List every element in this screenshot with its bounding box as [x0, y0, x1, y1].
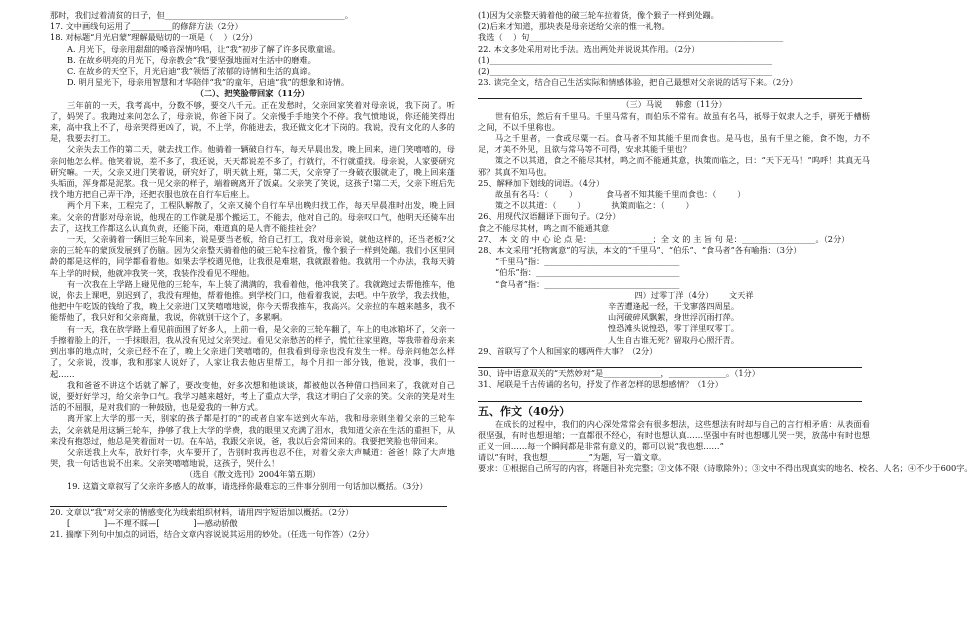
right-line: 23. 读完全文，结合自己生活实际和情感体验，把自己最想对父亲说的话写下来。（2分） [478, 77, 798, 88]
left-line: D. 明月星光下，母亲用智慧和才华陪伴“我”的童年，启迪“我”的想象和诗情。 [67, 77, 350, 88]
right-line: 我选（ ）句______________________________________________________________ [478, 32, 784, 43]
left-line: 17. 文中画线句运用了__________的修辞方法（2分） [50, 21, 243, 32]
left-line: 父亲失去工作的第二天，就去找工作。他骑着一辆破自行车，每天早晨出发，晚上回来，进门笑嘻嘻的，母亲问他怎么样。他笑着说，差不多了，我还说，天天都说差不多了，行就行，不行就重找。母亲说，人家要研究研究嘛。一天，父亲又进门笑着说，研究好了，明天就上班，第二天，父亲穿了一身破衣服就走了，晚上回来蓬头垢面，浑身都是泥浆。我一见父亲的样子，端着碗离开了饭桌。父亲笑了笑说，这孩子!第二天，父亲下班后先找个地方把自己弄干净，还把衣服也放在自行车后座上。 [50, 144, 455, 200]
right-line: 策之不以其道，食之不能尽其材，鸣之而不能通其意，执策而临之，曰：“天下无马！”呜呼！其真无马邪？其真不知马也。 [478, 155, 870, 177]
right-line [478, 357, 862, 368]
left-line: 父亲送我上火车，放好行李，火车要开了，告别时我再也忍不住，对着父亲大声喊道：爸爸！除了大声地哭，我一句话也说不出来。父亲笑嘻嘻地说，这孩子，哭什么！ [50, 446, 455, 469]
right-line: 策之不以其道：（ ） 执策而临之：（ ） [495, 200, 694, 211]
right-line: 在成长的过程中，我们的内心深处常常会有很多想法，这些想法有时却与自己的言行相矛盾：从表面看很坚强，有时也想退缩；一直都很不经心，有时也想认真……坚强中有时也想哪儿哭一哭，放荡中有时也想正义一回……每一个瞬间都是非常有意义的，都可以说“我也想……” [478, 418, 870, 451]
left-line: 有一天，我在放学路上看见前面围了好多人，上前一看，是父亲的三轮车翻了，车上的电冰箱坏了，父亲一手擦着脸上的汗，一手抹眼泪，我从没有见过父亲哭过。看见父亲愁苦的样子，慌忙往家里跑，等我带着母亲来到出事的地点时，父亲已经不在了，晚上父亲进门笑嘻嘻的，但我看到母亲也没有发生一样。母亲问他怎么样了，父亲说，没事，我和那家人说好了，人家让我去他店里帮工，每个月扣一部分钱，他说，没事，我们一起…… [50, 323, 455, 379]
left-line: 一天，父亲骑着一辆旧三轮车回来，说是要当老板，给自己打工，我对母亲说，就他这样的，还当老板?父亲的三轮车的蒙顶发展到了伤脑。因为父亲整天骑着他的破三轮车拉着货，像个猴子一样到处蹦。我们小区里同龄的都是这样的，同学都看着他。如果去学校遇见他，让我很是难堪，我就跟着他。我就用一个办法，我每天骑车上学的时候，他就冲我笑一笑，我装作没看见不理他。 [50, 234, 455, 278]
left-line [50, 496, 447, 507]
left-line: A. 月光下，母亲用甜甜的嗓音深情吟唱，让“我”初步了解了许多民歌童谣。 [67, 43, 341, 54]
left-column [50, 10, 455, 540]
right-line: 28、本文采用“托物寓意”的写法，本文的“千里马”、“伯乐”、“食马者”各有喻指：（3分） [478, 245, 802, 256]
right-column [478, 10, 973, 475]
right-line: 31、尾联是千古传诵的名句，抒发了作者怎样的思想感情？（1分） [478, 379, 723, 390]
right-line: 25、解释加下划线的词语。（4分） [478, 177, 605, 188]
right-line: 27、 本 文 的 中 心 论 点 是：_______________；全 文 的 主 旨 句 是：__________________。（2分） [478, 233, 850, 244]
left-line: [ ]—不理不睬—[ ]—感动骄傲 [67, 517, 238, 528]
right-line: (1)因为父亲整天骑着他的破三轮车拉着货，像个猴子一样到处蹦。 [478, 10, 719, 20]
right-line: (1)_____________________________________________________________________ [478, 54, 773, 65]
right-line [478, 391, 862, 402]
right-line: 请以“有时，我也想__________”为题，写一篇文章。 [478, 452, 667, 463]
left-line: C. 在故乡的天空下，月光启迪“我”领悟了浓郁的诗情和生活的真谛。 [67, 66, 316, 77]
right-line: 马之千里者，一食或尽粟一石。食马者不知其能千里而食也。是马也，虽有千里之能，食不饱，力不足，才美不外见，且欲与常马等不可得，安求其能千里也？ [478, 133, 870, 155]
right-line [478, 88, 862, 99]
right-line: （三）马说 韩愈（11分） [621, 99, 727, 110]
left-line: 两个月下来，工程完了，工程队解散了，父亲又骑个自行车早出晚归找工作，每天早晨准时出发，晚上回来。父亲的背影对母亲说，他现在的工作就是那个搬运工，不能去，他对自己的。母亲叹口气，他明天还骑车出去了，这找工作都这么认真负责，还能下岗，难道真的是人背不能挂社会？ [50, 200, 455, 233]
right-line: 26、用现代汉语翻译下面句子。（2分） [478, 211, 621, 222]
right-line: 30、诗中语意双关的“天然妙对”是______________，______________。（1分） [478, 368, 760, 379]
left-line: 我和爸爸不讲这个话就了解了，要改变他，好多次想和他谈谈，都被他以各种借口挡回来了，我就对自己说，要好好学习，给父亲争口气。我学习越来越好，考上了重点大学，我这才明白了父亲的笑。父亲的笑是对生活的不屈服，是对我们的一种鼓励，也是爱我的一种方式。 [50, 379, 455, 413]
right-line: “千里马”指：_________________________________ [495, 256, 680, 267]
right-line: 世有伯乐，然后有千里马。千里马常有，而伯乐不常有。故虽有名马，祇辱于奴隶人之手，骈死于槽枥之间，不以千里称也。 [478, 110, 870, 132]
right-line: 要求：①根据自己所写的内容，将题目补充完整；②文体不限（诗歌除外）；③文中不得出现真实的地名、校名、人名；④不少于600字。 [478, 463, 973, 474]
left-line: 有一次我在上学路上碰见他的三轮车，车上装了满满的，我看着他，他冲我笑了。我就跑过去帮他推车，他说，你去上课吧，别迟到了，我没有理他，帮着他推。到学校门口，他看着我说，去吧。中午放学，我去找他，他把中午吃饭的钱给了我，晚上父亲进门又笑嘻嘻地说，你今天帮我推车，我高兴。父亲拉的车越来越多，我不能帮他了，我只好和父亲商量，我说，你就别干这个了，多累啊。 [50, 278, 455, 323]
left-line: 20. 文章以“我”对父亲的情感变化为线索组织材料，请用四字短语加以概括。（2分） [50, 506, 354, 517]
left-line: 21. 揣摩下列句中加点的词语，结合文章内容说说其运用的妙处。（任选一句作答）（2分） [50, 529, 374, 540]
right-line: 故虽有名马：（ ） 食马者不知其能千里而食也：（ ） [495, 189, 746, 200]
left-line: 19. 这篇文章叙写了父亲许多感人的故事，请选择你最难忘的三件事分别用一句话加以概括。（3分） [67, 480, 428, 491]
right-line: 辛苦遭逢起一经，干戈寥落四周星。 [608, 301, 740, 312]
right-line: “食马者”指：_________________________________ [495, 278, 680, 289]
right-line: 四）过零丁洋（4分） 文天祥 [634, 289, 754, 300]
right-line: “伯乐”指：___________________________________ [495, 267, 680, 278]
left-line: （二）、把笑脸带回家（11分） [195, 88, 310, 99]
left-line: 离开家上大学的那一天，别家的孩子都是打的”的或者自家车送到火车站，我和母亲则坐着父亲的三轮车去，父亲就是用这辆三轮车，挣够了我上大学的学费，我的眼里又充满了泪水，我知道父亲在生活的重担下，从来没有抱怨过，他总是笑着面对一切。在车站，我跟父亲说，爸，我以后会常回来的。我要把笑脸也带回来。 [50, 413, 455, 446]
right-line: 惶恐滩头说惶恐，零丁洋里叹零丁。 [608, 323, 740, 334]
left-line: 三年前的一天，我考高中，分数不够，要交八千元。正在发愁时，父亲回家笑着对母亲说，我下岗了。听了，妈哭了。我跑过来问怎么了，母亲说，你爸下岗了。父亲慢手手地笑个不停。我气愤地说，你还能笑得出来，高中我上不了，母亲哭得更凶了，说，不上学，你能进去，我还做文化才下岗的。我说，没有文化的人多的是，我要去打工。 [50, 99, 455, 144]
left-line: （选自《散文选刊》2004年第五期） [184, 469, 321, 480]
right-line: (2)_____________________________________________________________________ [478, 66, 773, 77]
right-line: 五、作文（40分） [478, 404, 571, 418]
right-line: 22. 本文多处采用对比手法。选出两处并说说其作用。（2分） [478, 43, 700, 54]
left-line: 那时，我们过着清贫的日子，但____________________________________________。 [50, 10, 353, 20]
left-line: 18. 对标题“月光启蒙”理解最贴切的一项是（ ）（2分） [50, 32, 258, 43]
left-line: B. 在故乡明亮的月光下，母亲教会“我”要坚强地面对生活中的磨难。 [67, 54, 316, 65]
right-line: 山河破碎风飘絮，身世浮沉雨打萍。 [608, 312, 740, 323]
right-line: 人生自古谁无死？留取丹心照汗青。 [608, 334, 740, 345]
right-line: (2)后来才知道，那块表是母亲送给父亲的惟一礼物。 [478, 21, 670, 32]
right-line: 食之不能尽其材，鸣之而不能通其意 [478, 222, 610, 233]
right-line: 29、首联写了个人和国家的哪两件大事？（2分） [478, 345, 658, 356]
